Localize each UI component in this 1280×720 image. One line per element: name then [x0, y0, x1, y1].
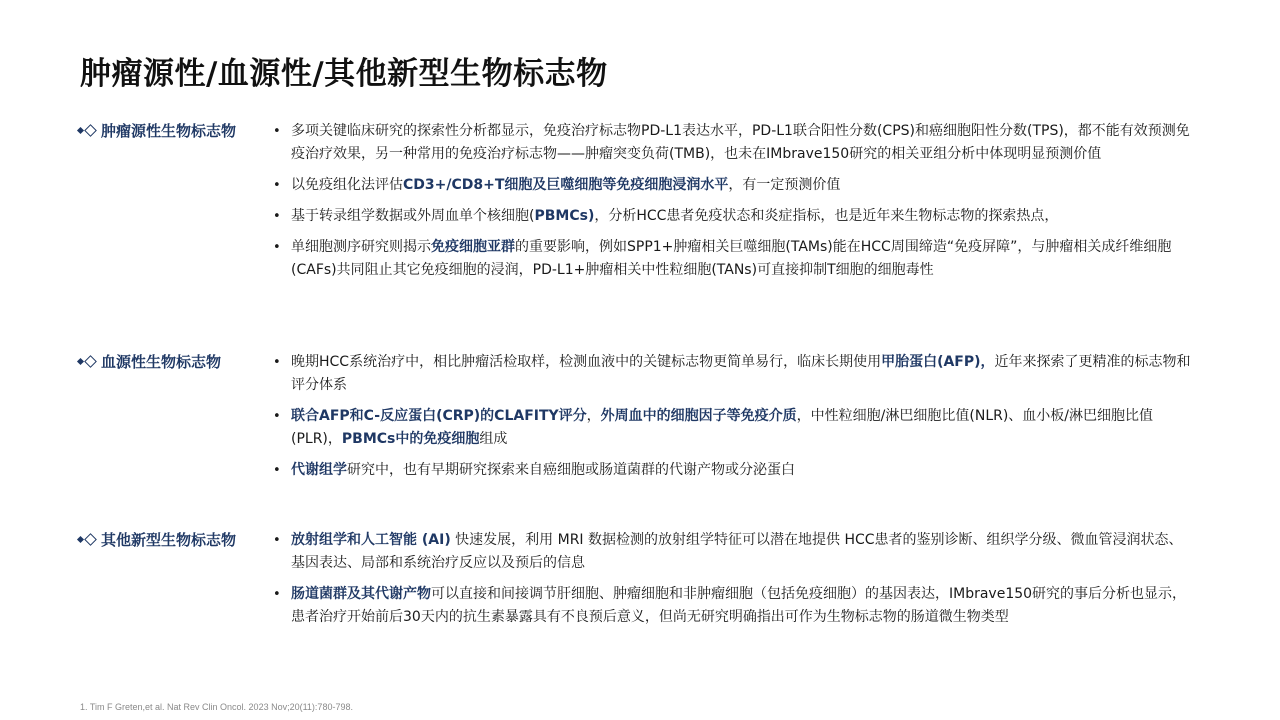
bullet-text: ，分析HCC患者免疫状态和炎症指标，也是近年来生物标志物的探索热点，: [594, 208, 1059, 224]
bullet-dot-icon: •: [273, 209, 281, 224]
highlighted-text: CD3+/CD8+T细胞及巨噬细胞等免疫细胞浸润水平: [403, 177, 729, 193]
bullet-text: 近年来探索了更精准的标志物和评分体系: [291, 354, 1191, 393]
bullet-text: ，有一定预测价值: [728, 177, 841, 193]
highlighted-text: 放射组学和人工智能 (AI): [291, 532, 451, 548]
bullet-dot-icon: •: [273, 355, 281, 370]
bullet-text: 可以直接和间接调节肝细胞、肿瘤细胞和非肿瘤细胞（包括免疫细胞）的基因表达，IMbrave150研究的事后分析也显示，患者治疗开始前后30天内的抗生素暴露具有不良预后意义，但尚无研究明确指出可作为生物标志物的肠道微生物类型: [291, 586, 1187, 625]
bullet-text: 晚期HCC系统治疗中，相比肿瘤活检取样，检测血液中的关键标志物更简单易行，临床长期使用: [291, 354, 882, 370]
bullet-text: 单细胞测序研究则揭示: [291, 239, 431, 255]
section-label-text: 血源性生物标志物: [101, 353, 222, 371]
bullet-dot-icon: •: [273, 587, 281, 602]
footnote-reference: 1. Tim F Greten,et al. Nat Rev Clin Oncol. 2023 Nov;20(11):780-798.: [80, 702, 353, 712]
section-label-text: 肿瘤源性生物标志物: [101, 122, 237, 140]
bullet-item: [273, 120, 1193, 166]
page-title: 肿瘤源性/血源性/其他新型生物标志物: [80, 56, 608, 92]
diamond-bullet-icon: [78, 126, 95, 135]
section-label: [78, 120, 268, 141]
bullet-list: [273, 120, 1193, 290]
section-label-text: 其他新型生物标志物: [101, 531, 237, 549]
bullet-dot-icon: •: [273, 409, 281, 424]
bullet-text: 的重要影响，例如SPP1+肿瘤相关巨噬细胞(TAMs)能在HCC周围缔造“免疫屏障”，与肿瘤相关成纤维细胞(CAFs)共同阻止其它免疫细胞的浸润，PD-L1+肿瘤相关中性粒细胞(TANs)可直接抑制T细胞的细胞毒性: [291, 239, 1172, 278]
highlighted-text: PBMCs中的免疫细胞: [341, 431, 480, 447]
bullet-text: ，: [586, 408, 601, 424]
bullet-text: 快速发展，利用 MRI 数据检测的放射组学特征可以潜在地提供 HCC患者的鉴别诊断、组织学分级、微血管浸润状态、基因表达、局部和系统治疗反应以及预后的信息: [291, 532, 1183, 571]
bullet-text: 多项关键临床研究的探索性分析都显示，免疫治疗标志物PD-L1表达水平，PD-L1联合阳性分数(CPS)和癌细胞阳性分数(TPS)，都不能有效预测免疫治疗效果，另一种常用的免疫治疗标志物——肿瘤突变负荷(TMB)，也未在IMbrave150研究的相关亚组分析中体现明显预测价值: [291, 123, 1190, 162]
bullet-item: [273, 459, 1193, 482]
highlighted-text: 联合AFP和C-反应蛋白(CRP)的CLAFITY评分: [291, 408, 587, 424]
bullet-dot-icon: •: [273, 178, 281, 193]
bullet-dot-icon: •: [273, 240, 281, 255]
bullet-list: [273, 529, 1193, 637]
bullet-dot-icon: •: [273, 533, 281, 548]
bullet-text: 组成: [479, 431, 508, 447]
bullet-text: ，中性粒细胞/淋巴细胞比值(NLR)、血小板/淋巴细胞比值(PLR)，: [291, 408, 1154, 447]
bullet-dot-icon: •: [273, 124, 281, 139]
section-label: [78, 529, 268, 550]
bullet-list: [273, 351, 1193, 490]
bullet-item: [273, 351, 1193, 397]
diamond-bullet-icon: [78, 357, 95, 366]
bullet-text: 以免疫组化法评估: [291, 177, 403, 193]
diamond-bullet-icon: [78, 535, 95, 544]
bullet-dot-icon: •: [273, 463, 281, 478]
bullet-text: 基于转录组学数据或外周血单个核细胞(: [291, 208, 535, 224]
bullet-item: [273, 405, 1193, 451]
highlighted-text: PBMCs): [534, 208, 595, 224]
section-label: [78, 351, 268, 372]
highlighted-text: 甲胎蛋白(AFP)，: [881, 354, 995, 370]
highlighted-text: 免疫细胞亚群: [431, 239, 515, 255]
highlighted-text: 代谢组学: [291, 462, 347, 478]
bullet-text: 研究中，也有早期研究探索来自癌细胞或肠道菌群的代谢产物或分泌蛋白: [347, 462, 795, 478]
highlighted-text: 外周血中的细胞因子等免疫介质: [600, 408, 797, 424]
bullet-item: [273, 583, 1193, 629]
bullet-item: [273, 205, 1193, 228]
bullet-item: [273, 529, 1193, 575]
highlighted-text: 肠道菌群及其代谢产物: [291, 586, 431, 602]
bullet-item: [273, 174, 1193, 197]
bullet-item: [273, 236, 1193, 282]
